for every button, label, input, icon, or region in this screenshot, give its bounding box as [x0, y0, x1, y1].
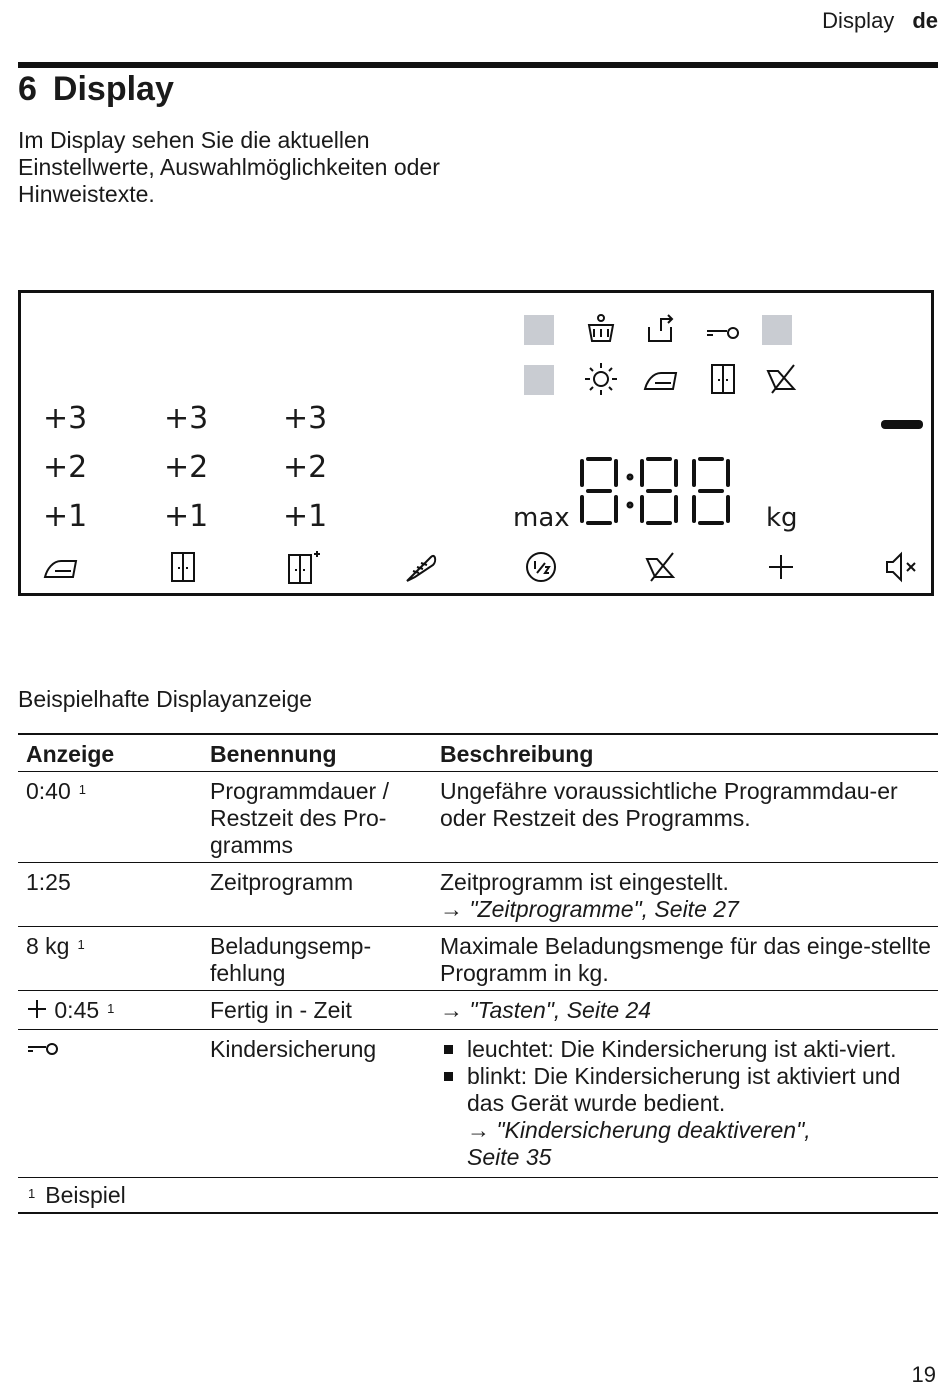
footnote-mark: 1 [28, 1185, 36, 1201]
cell-beschreibung: Maximale Beladungsmenge für das einge-stellte Programm in kg. [440, 933, 931, 986]
plus-icon [26, 998, 48, 1026]
indicator-square [762, 315, 792, 345]
running-header-lang: de [912, 8, 938, 33]
level-label: +2 [43, 450, 88, 485]
footnote-mark: 1 [77, 937, 85, 952]
bullet-square [444, 1045, 453, 1054]
table-row [18, 926, 938, 990]
key-lock-icon [26, 1037, 60, 1065]
chapter-number: 6 [18, 70, 37, 108]
feather-icon [401, 547, 441, 587]
cross-reference-link[interactable]: → "Tasten", Seite 24 [440, 997, 652, 1023]
footnote-mark: 1 [78, 782, 86, 797]
level-label: +1 [283, 499, 328, 534]
page-title [18, 70, 174, 109]
chapter-title: Display [52, 70, 174, 108]
header-beschreibung: Beschreibung [440, 741, 594, 767]
cell-beschreibung: Zeitprogramm ist eingestellt. [440, 869, 729, 895]
running-header-section: Display [822, 8, 895, 33]
table-row [18, 862, 938, 926]
footnote-mark: 1 [107, 1001, 115, 1016]
cell-anzeige: 1:25 [26, 869, 71, 895]
bullet-square [444, 1072, 453, 1081]
cross-reference-page[interactable]: Seite 35 [467, 1143, 552, 1170]
cell-benennung: Kindersicherung [210, 1035, 377, 1062]
header-rule [18, 62, 938, 68]
footnote-text: Beispiel [45, 1181, 126, 1208]
plus-icon [761, 547, 801, 587]
cell-benennung: Zeitprogramm [210, 869, 354, 895]
indicator-square [524, 365, 554, 395]
level-label: +3 [43, 401, 88, 436]
page-number: 19 [911, 1362, 936, 1387]
table-footnote [18, 1177, 938, 1214]
wardrobe-plus-icon [283, 547, 323, 587]
level-label: +3 [283, 401, 328, 436]
cell-benennung: Beladungsemp-fehlung [210, 933, 372, 986]
sun-icon [581, 359, 621, 399]
crease-off-icon [762, 359, 802, 399]
indicator-square [524, 315, 554, 345]
seven-segment-display [576, 455, 746, 527]
max-label: max [513, 503, 570, 533]
running-header [822, 8, 938, 34]
cell-anzeige: 8 kg [26, 933, 70, 959]
header-anzeige: Anzeige [26, 741, 115, 767]
cross-reference-link[interactable]: → "Zeitprogramme", Seite 27 [440, 896, 739, 922]
table-row [18, 771, 938, 862]
table-row [18, 990, 938, 1029]
iron-icon [641, 359, 681, 399]
intro-text: Im Display sehen Sie die aktuellen Einstellwerte, Auswahlmöglichkeiten oder Hinweistexte. [18, 127, 440, 207]
cell-benennung: Fertig in - Zeit [210, 997, 352, 1023]
level-label: +1 [43, 499, 88, 534]
level-label: +2 [164, 450, 209, 485]
level-label: +3 [164, 401, 209, 436]
table-row [18, 1029, 938, 1177]
basket-icon [581, 309, 621, 349]
level-label: +2 [283, 450, 328, 485]
kg-label: kg [766, 503, 798, 533]
iron-icon [41, 547, 81, 587]
key-lock-icon [703, 309, 743, 349]
cell-beschreibung: Ungefähre voraussichtliche Programmdau-er oder Restzeit des Programms. [440, 778, 898, 831]
level-label: +1 [164, 499, 209, 534]
minus-indicator [881, 420, 923, 429]
list-item [440, 1036, 938, 1063]
bullet-text: leuchtet: Die Kindersicherung ist akti-viert. [467, 1035, 897, 1062]
cell-benennung: Programmdauer / Restzeit des Pro-gramms [210, 778, 389, 858]
half-load-icon [521, 547, 561, 587]
table-header-row [18, 733, 938, 771]
header-benennung: Benennung [210, 741, 337, 767]
display-panel [18, 290, 934, 596]
cell-anzeige: 0:45 [54, 997, 100, 1023]
wardrobe-icon [703, 359, 743, 399]
crease-off-icon [641, 547, 681, 587]
bullet-text: blinkt: Die Kindersicherung ist aktiviert und das Gerät wurde bedient. [467, 1062, 901, 1116]
list-item [440, 1063, 938, 1117]
cell-anzeige: 0:40 [26, 778, 71, 804]
wardrobe-icon [163, 547, 203, 587]
cross-reference-link[interactable]: → "Kindersicherung deaktiveren", [467, 1116, 811, 1143]
figure-caption: Beispielhafte Displayanzeige [18, 686, 313, 712]
mute-icon [881, 547, 921, 587]
rinse-hold-icon [641, 309, 681, 349]
display-table [18, 733, 938, 1214]
